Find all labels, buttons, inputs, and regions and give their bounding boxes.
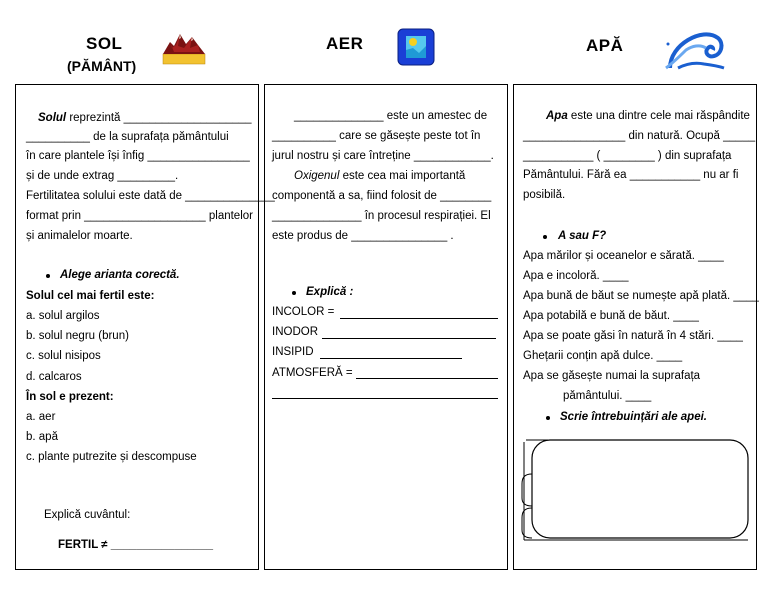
aer-line-7: este produs de _______________ . [272, 230, 454, 242]
aer-term-atmosfera: ATMOSFERĂ = [272, 367, 353, 379]
answer-line [272, 398, 498, 399]
aer-line-6: ______________ în procesul respirației. El [272, 210, 491, 222]
aer-line-1: ______________ este un amestec de [294, 110, 488, 122]
header-apa-title: APĂ [586, 36, 624, 55]
apa-task-1: A sau F? [558, 230, 607, 242]
apa-line-3: ___________ ( ________ ) din suprafața [523, 150, 732, 162]
bullet-icon [292, 291, 296, 295]
sol-line-3: în care plantele își înfig ________________ [26, 150, 250, 162]
sol-q2-option: c. plante putrezite și descompuse [26, 451, 197, 463]
apa-line-2: ________________ din natură. Ocupă _____ [523, 130, 756, 142]
sol-q2-option: b. apă [26, 431, 58, 443]
aer-line-5: componentă a sa, fiind folosit de ________ [272, 190, 492, 202]
apa-statement: Apa mărilor și oceanelor e sărată. ____ [523, 250, 724, 262]
sol-question-2: În sol e prezent: [26, 391, 114, 403]
apa-line-4: Pământului. Fără ea ___________ nu ar fi [523, 169, 739, 181]
aer-line-4: Oxigenul este cea mai importantă [294, 170, 466, 182]
sol-line-5: Fertilitatea solului este dată de ______________ [26, 190, 275, 202]
aer-term-inodor: INODOR [272, 326, 318, 338]
apa-statement: Apa potabilă e bună de băut. ____ [523, 310, 699, 322]
aer-term-incolor: INCOLOR = [272, 306, 335, 318]
apa-statement: Apa bună de băut se numește apă plată. ____ [523, 290, 759, 302]
sol-question-1: Solul cel mai fertil este: [26, 290, 155, 302]
bullet-icon [46, 274, 50, 278]
answer-line [340, 318, 498, 319]
apa-statement: Apa se poate găsi în natură în 4 stări. ____ [523, 330, 743, 342]
apa-statement: Apa se găsește numai la suprafața [523, 370, 701, 382]
sol-task-1: Alege arianta corectă. [60, 269, 180, 281]
sol-q1-option: d. calcaros [26, 371, 82, 383]
header-sol-subtitle: (PĂMÂNT) [67, 58, 137, 74]
header-aer-title: AER [326, 34, 364, 53]
answer-line [356, 378, 498, 379]
apa-task-2: Scrie întrebuințări ale apei. [560, 411, 707, 423]
header-sol-title: SOL [86, 34, 123, 53]
aer-line-2: __________ care se găsește peste tot în [272, 130, 481, 142]
sol-line-2: __________ de la suprafața pământului [26, 131, 229, 143]
apa-statement: Ghețarii conțin apă dulce. ____ [523, 350, 683, 362]
sol-line-6: format prin ___________________ plantelor [26, 210, 253, 222]
answer-line [322, 338, 496, 339]
apa-statement-cont: pământului. ____ [563, 390, 652, 402]
aer-line-3: jurul nostru și care întreține ____________. [272, 150, 494, 162]
sol-q2-option: a. aer [26, 411, 56, 423]
sol-q1-option: a. solul argilos [26, 310, 100, 322]
sol-line-4: și de unde extrag _________. [26, 170, 179, 182]
apa-line-1: Apa este una dintre cele mai răspândite [546, 110, 750, 122]
apa-statement: Apa e incoloră. ____ [523, 270, 629, 282]
answer-boxes [518, 436, 754, 546]
sol-line-1: Solul reprezintă ____________________ [38, 112, 252, 124]
wave-icon [664, 26, 726, 70]
sol-q1-option: c. solul nisipos [26, 350, 101, 362]
answer-line [320, 358, 462, 359]
sol-q1-option: b. solul negru (brun) [26, 330, 129, 342]
aer-task: Explică : [306, 286, 354, 298]
apa-line-5: posibilă. [523, 189, 566, 201]
mountain-icon [162, 28, 206, 66]
sol-explain-label: Explică cuvântul: [44, 509, 131, 521]
bullet-icon [543, 235, 547, 239]
aer-term-insipid: INSIPID [272, 346, 314, 358]
bullet-icon [546, 416, 550, 420]
sol-fertil-line: FERTIL ≠ ________________ [58, 539, 214, 551]
sol-line-7: și animalelor moarte. [26, 230, 133, 242]
air-box-icon [397, 28, 435, 66]
